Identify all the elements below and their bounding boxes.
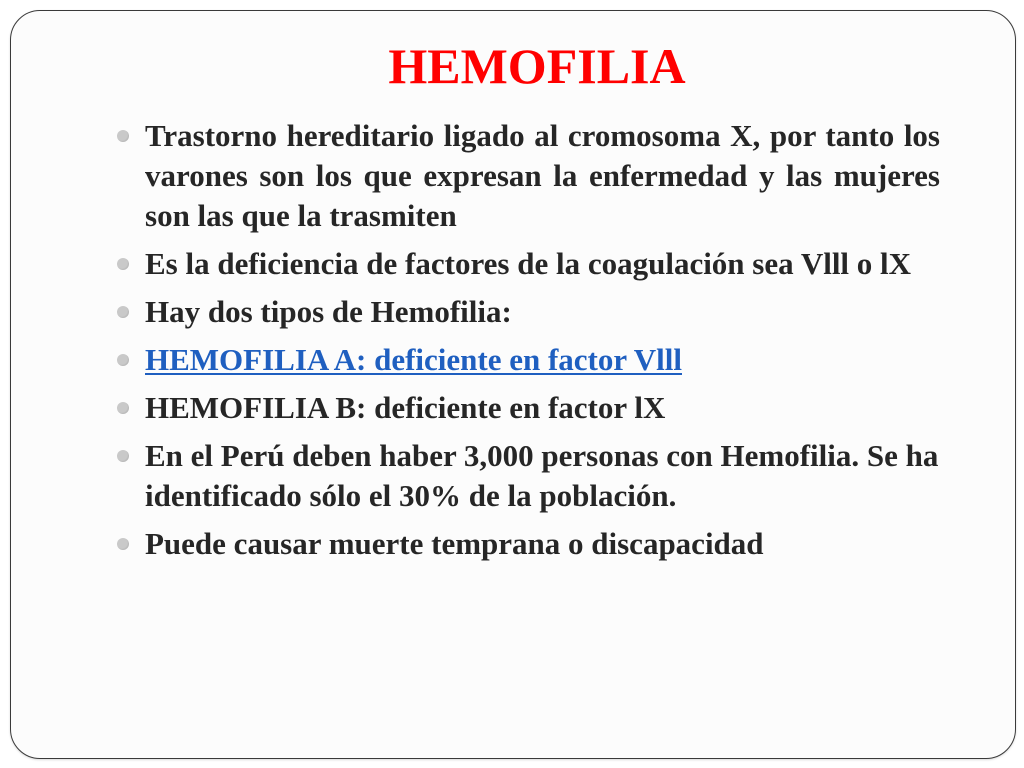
bullet-dot-icon bbox=[117, 258, 129, 270]
bullet-dot-icon bbox=[117, 450, 129, 462]
bullet-dot-icon bbox=[117, 130, 129, 142]
bullet-item-types bbox=[113, 292, 940, 332]
bullet-dot-icon bbox=[117, 306, 129, 318]
bullet-text: En el Perú deben haber 3,000 personas con Hemofilia. Se ha identificado sólo el 30% de la población. bbox=[145, 438, 939, 513]
bullet-text: Trastorno hereditario ligado al cromosoma X, por tanto los varones son los que expresan la enfermedad y las mujeres son las que la trasmiten bbox=[145, 118, 940, 233]
bullet-text: HEMOFILIA B: deficiente en factor lX bbox=[145, 390, 666, 425]
bullet-item-deficiency bbox=[113, 244, 940, 284]
hemofilia-a-link[interactable]: HEMOFILIA A: deficiente en factor Vlll bbox=[145, 342, 682, 377]
bullet-item-hereditary bbox=[113, 116, 940, 236]
bullet-text: Es la deficiencia de factores de la coagulación sea Vlll o lX bbox=[145, 246, 912, 281]
bullet-item-consequences bbox=[113, 524, 940, 564]
bullet-text: Puede causar muerte temprana o discapacidad bbox=[145, 526, 764, 561]
slide-title: HEMOFILIA bbox=[388, 38, 686, 94]
bullet-item-hemofilia-b bbox=[113, 388, 940, 428]
bullet-list bbox=[113, 116, 940, 572]
bullet-item-hemofilia-a bbox=[113, 340, 940, 380]
bullet-dot-icon bbox=[117, 538, 129, 550]
bullet-dot-icon bbox=[117, 402, 129, 414]
bullet-item-peru-stats bbox=[113, 436, 940, 516]
bullet-text: Hay dos tipos de Hemofilia: bbox=[145, 294, 512, 329]
bullet-dot-icon bbox=[117, 354, 129, 366]
